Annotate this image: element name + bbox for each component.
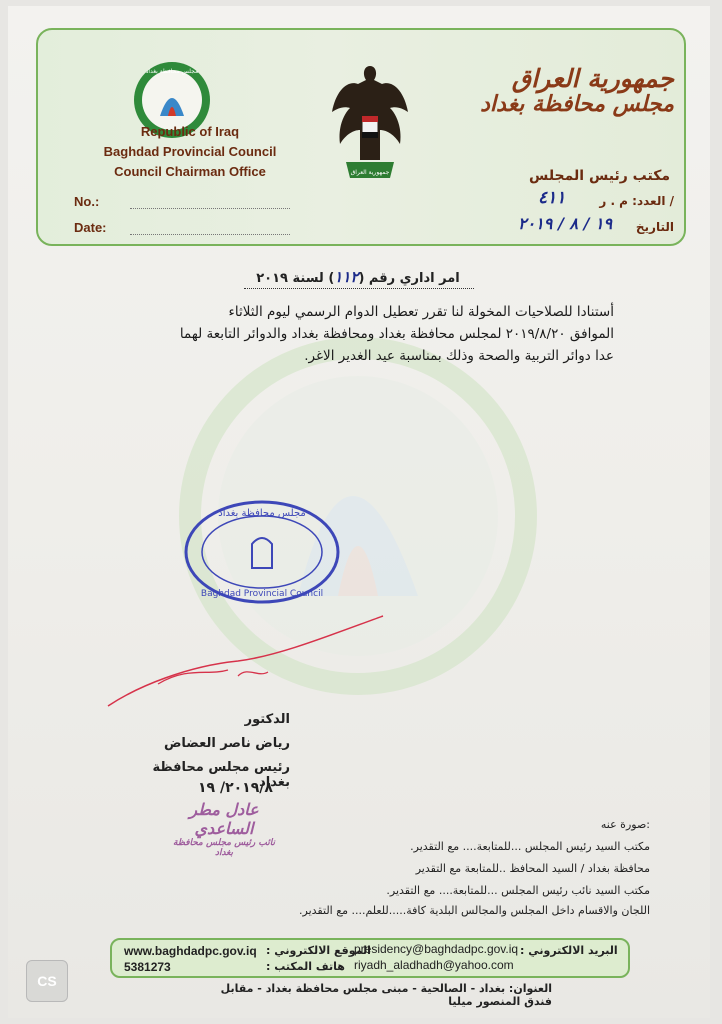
date-label: Date: — [74, 220, 107, 235]
scanner-badge-icon: CS — [26, 960, 68, 1002]
arabic-republic: جمهورية العراق — [511, 64, 674, 93]
en-council: Baghdad Provincial Council — [103, 144, 277, 159]
svg-text:Baghdad Provincial Council: Baghdad Provincial Council — [200, 589, 324, 599]
deputy-title: نائب رئيس مجلس محافظة بغداد — [173, 838, 275, 858]
arabic-number-label: العدد: م . ر / — [599, 194, 674, 208]
en-office: Council Chairman Office — [114, 164, 266, 179]
en-republic: Republic of Iraq — [140, 124, 240, 139]
copy-item: مكتب السيد رئيس المجلس ...للمتابعة.... مع التقدير. — [410, 840, 650, 853]
footer-website[interactable]: www.baghdadpc.gov.iq — [124, 944, 257, 958]
no-dotline — [130, 208, 290, 209]
official-stamp-icon — [182, 498, 342, 606]
footer-email-label: : البريد الالكتروني — [520, 944, 618, 957]
order-body-line-1: أستنادا للصلاحيات المخولة لنا تقرر تعطيل الدوام الرسمي ليوم الثلاثاء — [228, 304, 614, 320]
deputy-stamp — [164, 800, 284, 858]
arabic-brand — [474, 64, 674, 117]
order-body-line-3: عدا دوائر التربية والصحة وذلك بمناسبة عيد الغدير الاغر. — [304, 348, 614, 364]
svg-text:مجلس محافظة بغداد: مجلس محافظة بغداد — [145, 68, 199, 75]
order-title-underline — [244, 288, 474, 289]
signature-position: رئيس مجلس محافظة بغداد — [152, 760, 290, 790]
footer-phone: 5381273 — [124, 960, 171, 974]
order-body-line-2: الموافق ٢٠١٩/٨/٢٠ لمجلس محافظة بغداد ومحافظة بغداد والدوائر التابعة لهما — [179, 326, 614, 342]
arabic-council: مجلس محافظة بغداد — [480, 91, 674, 117]
deputy-name: عادل مطر الساعدي — [189, 800, 259, 838]
date-dotline — [130, 234, 290, 235]
order-title-suffix: ) لسنة ٢٠١٩ — [256, 271, 335, 286]
handwritten-date: ١٩ / ٨ / ٢٠١٩ — [518, 214, 613, 233]
document-page — [8, 6, 710, 1018]
footer-website-label: : الموقع الالكتروني — [266, 944, 371, 957]
order-title-prefix: امر اداري رقم ( — [358, 271, 460, 286]
order-number: ١١٢ — [334, 268, 359, 286]
handwritten-number: ٤١١ — [538, 188, 566, 208]
signature-title: الدكتور — [244, 712, 290, 727]
signature-icon — [98, 606, 398, 716]
signature-name: رياض ناصر العضاض — [163, 736, 290, 751]
arabic-date-label: التاريخ — [635, 220, 674, 234]
iraq-eagle-emblem-icon — [328, 60, 412, 184]
footer-email[interactable]: presidency@baghdadpc.gov.iq — [354, 942, 519, 956]
footer-phone-label: : هاتف المكتب — [266, 960, 345, 973]
copy-item: اللجان والاقسام داخل المجلس والمجالس البلدية كافة.....للعلم.... مع التقدير. — [299, 904, 650, 917]
order-title — [238, 268, 478, 286]
signature-date: ٢٠١٩/٨/ ١٩ — [198, 780, 273, 796]
svg-text:مجلس محافظة بغداد: مجلس محافظة بغداد — [218, 508, 306, 519]
copy-item: محافظة بغداد / السيد المحافظ ..للمتابعة مع التقدير — [415, 862, 650, 875]
svg-text:جمهورية العراق: جمهورية العراق — [350, 169, 390, 176]
footer-email-2[interactable]: riyadh_aladhadh@yahoo.com — [354, 958, 514, 972]
no-label: No.: — [74, 194, 100, 209]
letterhead — [36, 28, 686, 246]
copy-item: مكتب السيد نائب رئيس المجلس ...للمتابعة.... مع التقدير. — [386, 884, 650, 897]
footer-address: العنوان: بغداد - الصالحية - مبنى مجلس محافظة بغداد - مقابل فندق المنصور ميليا — [220, 982, 552, 1008]
arabic-office: مكتب رئيس المجلس — [529, 168, 670, 184]
copies-heading: صورة عنه: — [600, 818, 650, 831]
